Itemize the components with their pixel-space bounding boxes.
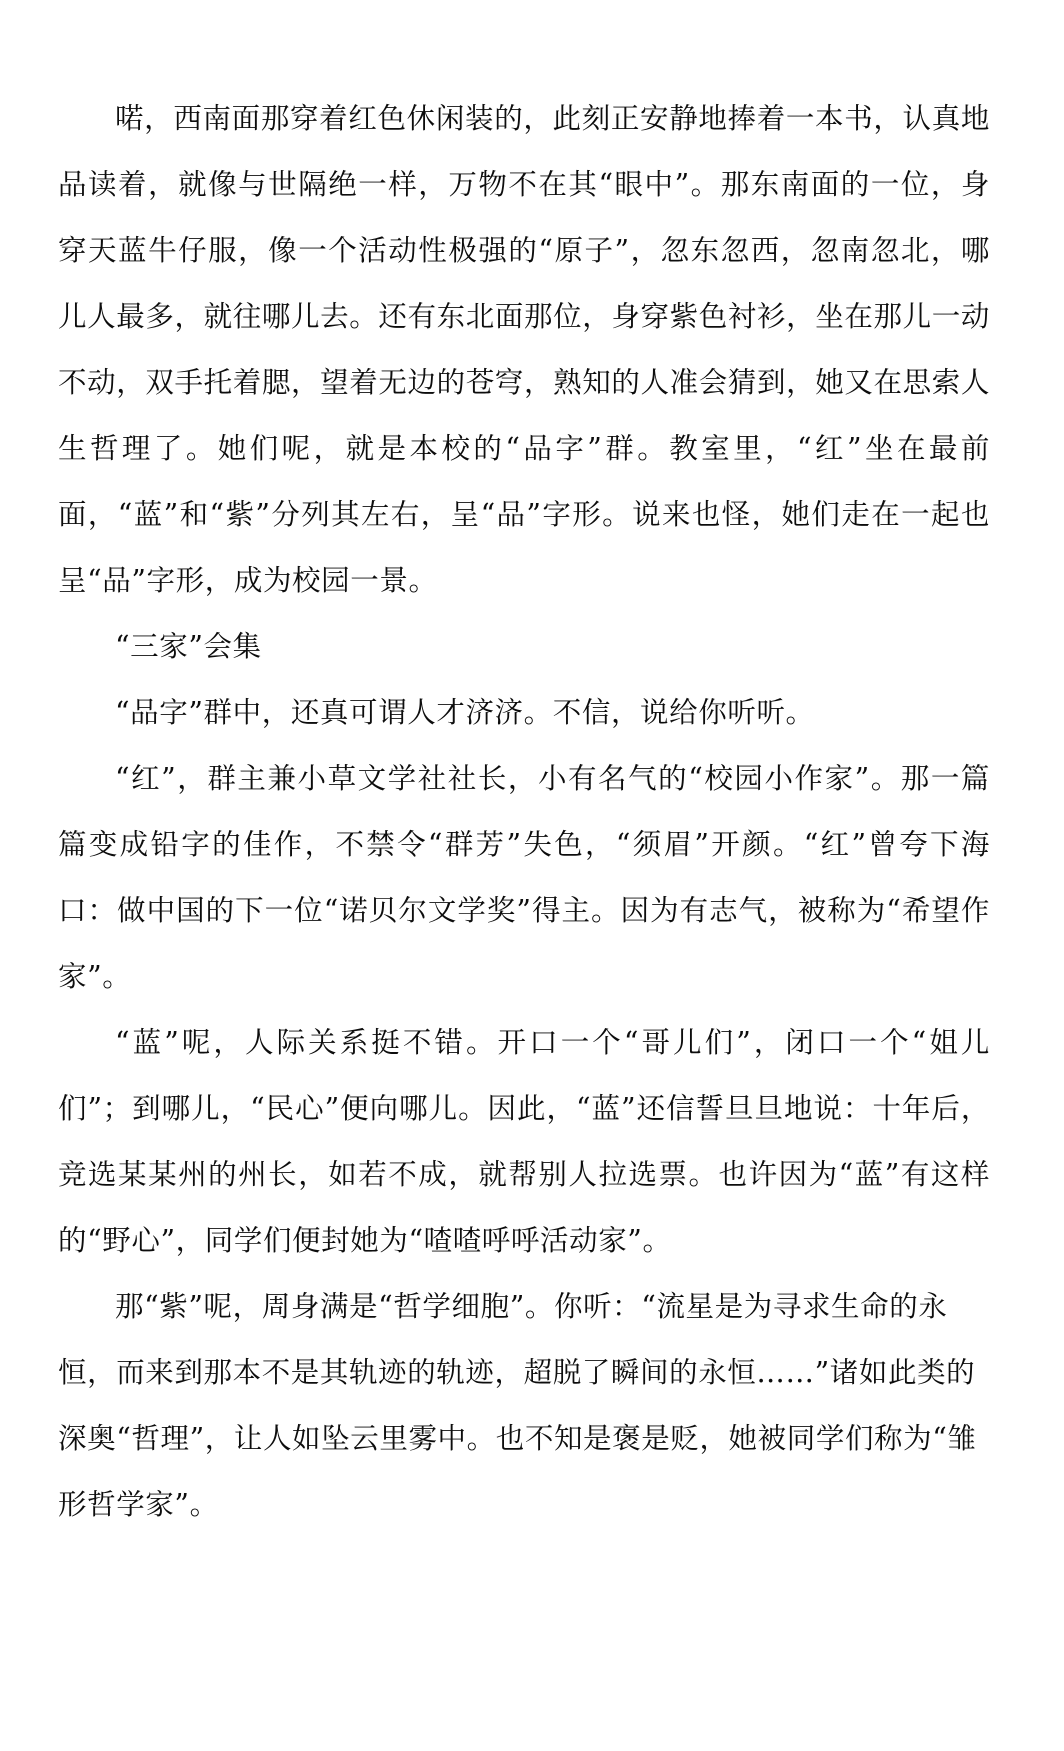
paragraph: 那“紫”呢，周身满是“哲学细胞”。你听：“流星是为寻求生命的永恒，而来到那本不是其轨迹的轨迹，超脱了瞬间的永恒……”诸如此类的深奥“哲理”，让人如坠云里雾中。也不知是褒是贬，她被同学们称为“雏形哲学家”。 xyxy=(58,1290,977,1521)
paragraph: “蓝”呢，人际关系挺不错。开口一个“哥儿们”，闭口一个“姐儿们”；到哪儿，“民心”便向哪儿。因此，“蓝”还信誓旦旦地说：十年后，竞选某某州的州长，如若不成，就帮别人拉选票。也许因为“蓝”有这样的“野心”，同学们便封她为“喳喳呼呼活动家”。 xyxy=(58,1026,990,1257)
document-body xyxy=(58,86,990,1538)
paragraph: 喏，西南面那穿着红色休闲装的，此刻正安静地捧着一本书，认真地品读着，就像与世隔绝一样，万物不在其“眼中”。那东南面的一位，身穿天蓝牛仔服，像一个活动性极强的“原子”，忽东忽西，忽南忽北，哪儿人最多，就往哪儿去。还有东北面那位，身穿紫色衬衫，坐在那儿一动不动，双手托着腮，望着无边的苍穹，熟知的人准会猜到，她又在思索人生哲理了。她们呢，就是本校的“品字”群。教室里，“红”坐在最前面，“蓝”和“紫”分列其左右，呈“品”字形。说来也怪，她们走在一起也呈“品”字形，成为校园一景。 xyxy=(58,102,990,597)
paragraph: “品字”群中，还真可谓人才济济。不信，说给你听听。 xyxy=(115,696,815,729)
paragraph-section-heading: “三家”会集 xyxy=(115,630,262,663)
paragraph: “红”，群主兼小草文学社社长，小有名气的“校园小作家”。那一篇篇变成铅字的佳作，不禁令“群芳”失色，“须眉”开颜。“红”曾夸下海口：做中国的下一位“诺贝尔文学奖”得主。因为有志气，被称为“希望作家”。 xyxy=(58,762,990,993)
